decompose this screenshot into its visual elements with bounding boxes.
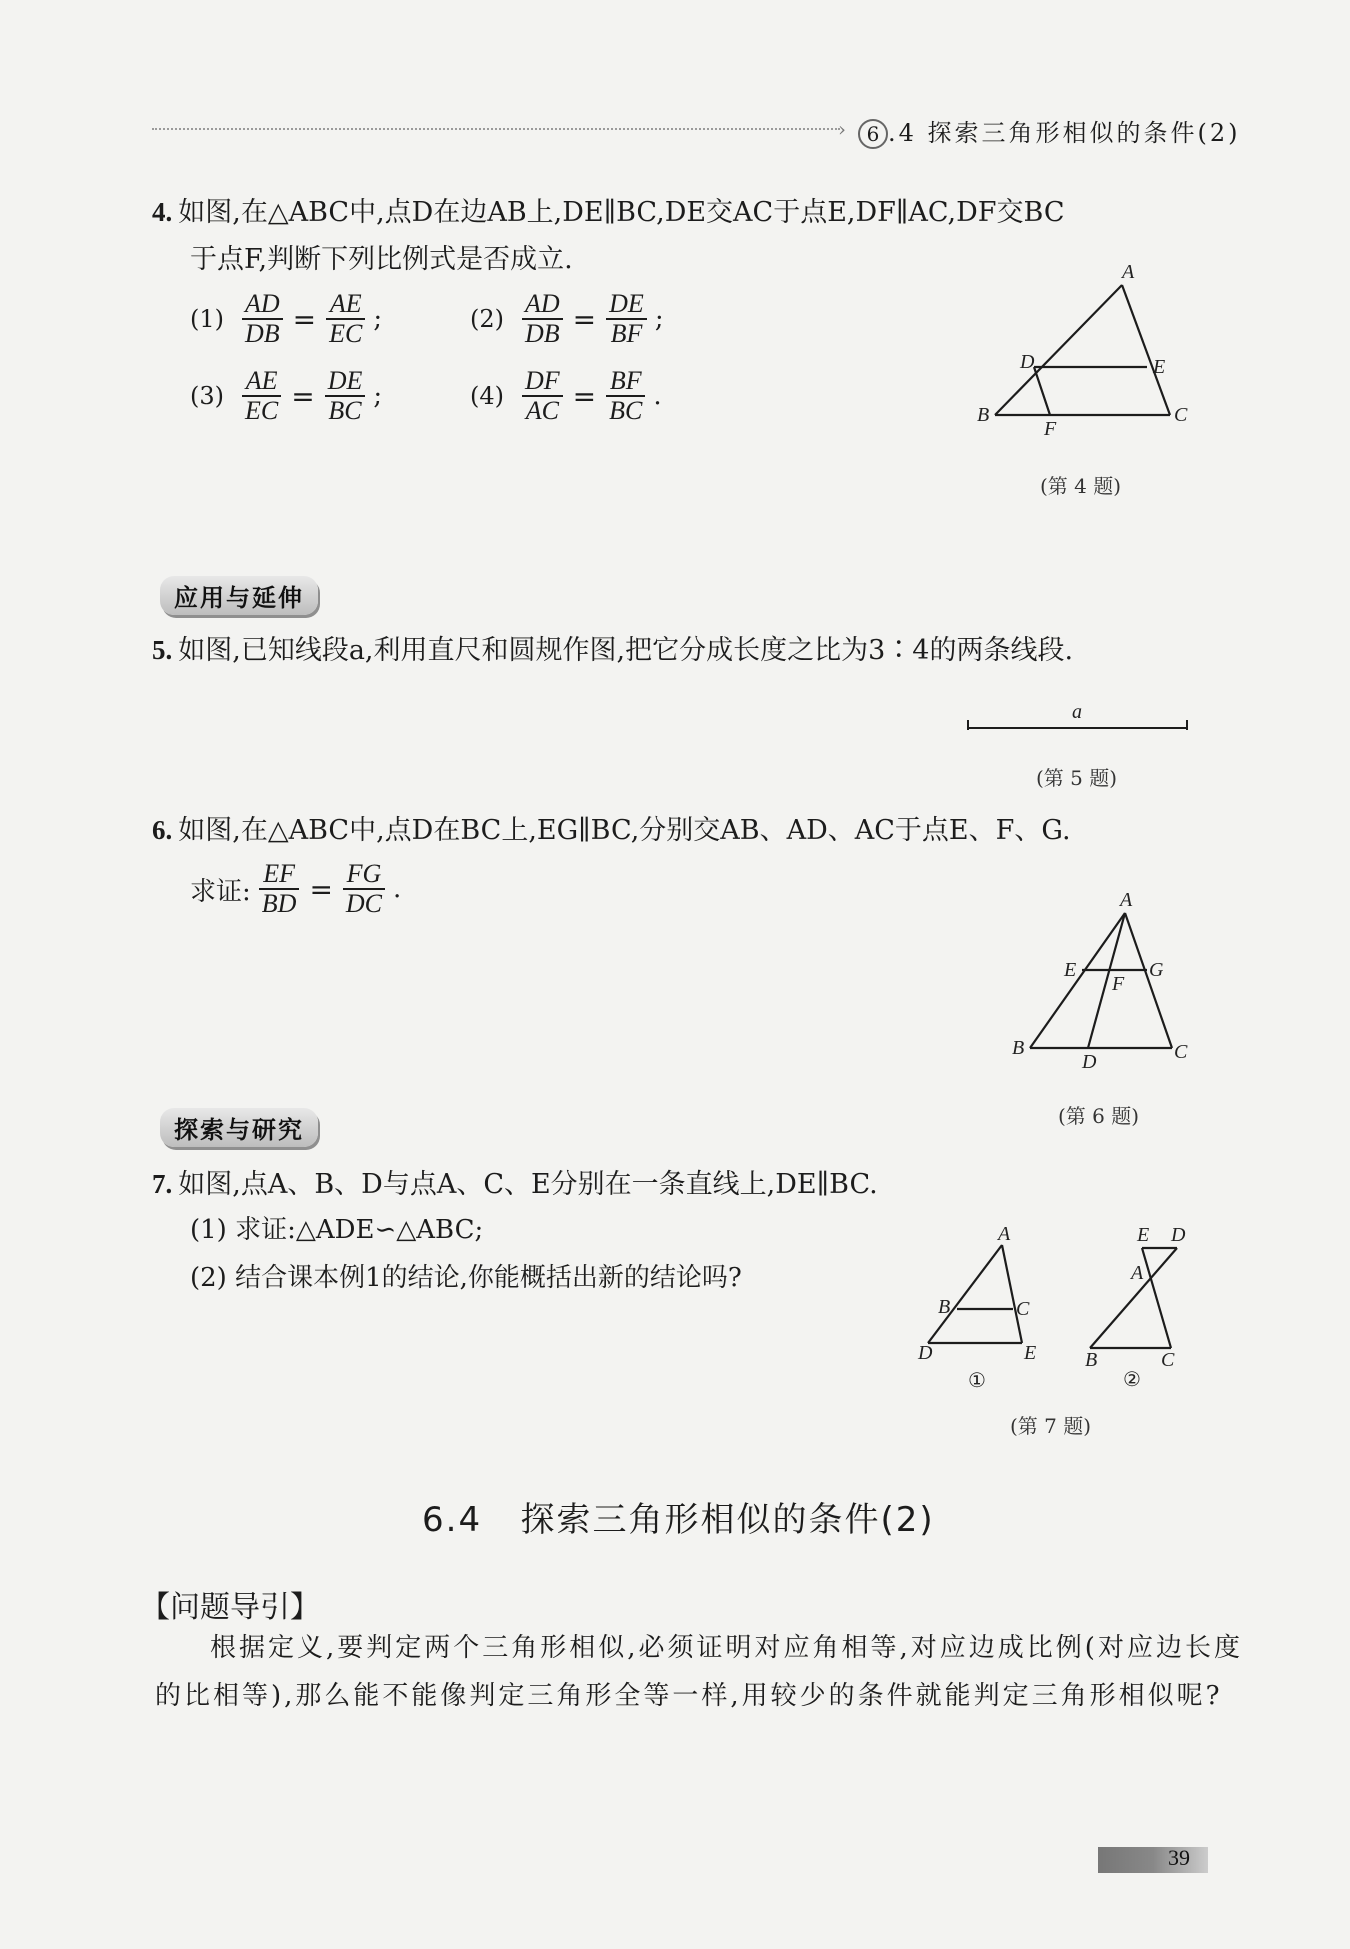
q7-sub2: (2) 结合课本例1的结论,你能概括出新的结论吗? (190, 1263, 742, 1293)
q5-caption: (第 5 题) (1036, 766, 1118, 790)
label-B: B (977, 404, 990, 426)
q4-item-4: (4) $\frac{DF}{AC}$ = $\frac{BF}{BC}$ . (470, 366, 662, 425)
q7-sub1: (1) 求证:△ADE∽△ABC; (190, 1215, 484, 1245)
running-header (858, 113, 1241, 149)
q4-item-3: (3) $\frac{AE}{EC}$ = $\frac{DE}{BC}$ ; (190, 366, 383, 425)
q4-line2: 于点F,判断下列比例式是否成立. (190, 244, 573, 275)
page-number: 39 (1168, 1845, 1190, 1870)
q4-text-1: 如图,在△ABC中,点D在边AB上,DE∥BC,DE交AC于点E,DF∥AC,DF交BC (178, 197, 1065, 228)
label-B: B (1085, 1349, 1098, 1371)
label-D: D (1020, 351, 1035, 373)
section-title-text: 探索三角形相似的条件(2) (520, 1500, 935, 1540)
fraction: $\frac{AE}{EC}$ (242, 367, 281, 425)
section-badge-explore: 探索与研究 (160, 1108, 318, 1147)
q7-caption: (第 7 题) (1010, 1414, 1092, 1438)
label-D: D (1171, 1224, 1186, 1246)
q5-number: 5. (152, 635, 173, 665)
q6-prove: 求证: $\frac{EF}{BD}$ = $\frac{FG}{DC}$ . (190, 859, 402, 918)
guide-line-1: 根据定义,要判定两个三角形相似,必须证明对应角相等,对应边成比例(对应边长度 (210, 1633, 1243, 1663)
q4-item-1: (1) $\frac{AD}{DB}$ = $\frac{AE}{EC}$ ; (190, 289, 383, 348)
q7-number: 7. (152, 1169, 173, 1199)
fraction: $\frac{FG}{DC}$ (343, 860, 385, 918)
header-arrow-icon: › (838, 117, 846, 141)
q6-figure (1000, 888, 1200, 1078)
guide-title: 【问题导引】 (140, 1590, 320, 1625)
fraction: $\frac{DF}{AC}$ (522, 367, 563, 425)
guide-line-2: 的比相等),那么能不能像判定三角形全等一样,用较少的条件就能判定三角形相似呢? (155, 1681, 1223, 1711)
chapter-number: 6 (858, 119, 888, 149)
fraction: $\frac{AD}{DB}$ (522, 290, 563, 348)
label-C: C (1161, 1349, 1175, 1371)
fig1-tag: ① (968, 1370, 986, 1392)
fraction: $\frac{AE}{EC}$ (326, 290, 365, 348)
q6-caption: (第 6 题) (1058, 1104, 1140, 1128)
q4-line1 (152, 188, 1065, 237)
label-C: C (1174, 404, 1188, 426)
label-A: A (1131, 1262, 1144, 1284)
q6-line (152, 806, 1071, 855)
section-title (422, 1492, 935, 1541)
section-number: 6.4 (422, 1500, 483, 1540)
fraction: $\frac{AD}{DB}$ (242, 290, 283, 348)
q6-text: 如图,在△ABC中,点D在BC上,EG∥BC,分别交AB、AD、AC于点E、F、G. (178, 815, 1071, 846)
fig2-tag: ② (1123, 1369, 1141, 1391)
q7-figure-2 (1075, 1222, 1210, 1392)
q7-figure-1 (910, 1225, 1050, 1395)
label-B: B (1012, 1037, 1025, 1059)
label-B: B (938, 1296, 951, 1318)
fraction: $\frac{BF}{BC}$ (606, 367, 645, 425)
section-badge-apply: 应用与延伸 (160, 576, 318, 615)
q4-number: 4. (152, 197, 173, 227)
page-number-bar (1098, 1847, 1208, 1873)
q4-caption: (第 4 题) (1040, 474, 1122, 498)
header-rule (152, 128, 840, 130)
label-E: E (1064, 959, 1077, 981)
label-A: A (1120, 889, 1133, 911)
segment-label-a: a (1072, 701, 1082, 723)
fraction: $\frac{EF}{BD}$ (259, 860, 300, 918)
label-G: G (1149, 959, 1164, 981)
q5-line (152, 626, 1073, 675)
label-E: E (1137, 1224, 1150, 1246)
label-A: A (1122, 261, 1135, 283)
label-E: E (1024, 1342, 1037, 1364)
fraction: $\frac{DE}{BF}$ (606, 290, 647, 348)
label-D: D (1082, 1051, 1097, 1073)
q5-segment-figure (965, 700, 1195, 740)
header-section-title: .4 探索三角形相似的条件(2) (888, 119, 1241, 147)
q5-text: 如图,已知线段a,利用直尺和圆规作图,把它分成长度之比为3∶4的两条线段. (178, 635, 1074, 666)
q7-line (152, 1160, 878, 1209)
label-C: C (1174, 1041, 1188, 1063)
label-F: F (1044, 418, 1057, 440)
q4-item-2: (2) $\frac{AD}{DB}$ = $\frac{DE}{BF}$ ; (470, 289, 664, 348)
q4-figure (960, 255, 1200, 440)
label-F: F (1112, 973, 1125, 995)
label-D: D (918, 1342, 933, 1364)
label-A: A (998, 1225, 1011, 1245)
label-C: C (1016, 1298, 1030, 1320)
fraction: $\frac{DE}{BC}$ (325, 367, 366, 425)
label-E: E (1153, 356, 1166, 378)
q7-text: 如图,点A、B、D与点A、C、E分别在一条直线上,DE∥BC. (178, 1169, 878, 1200)
q6-number: 6. (152, 815, 173, 845)
